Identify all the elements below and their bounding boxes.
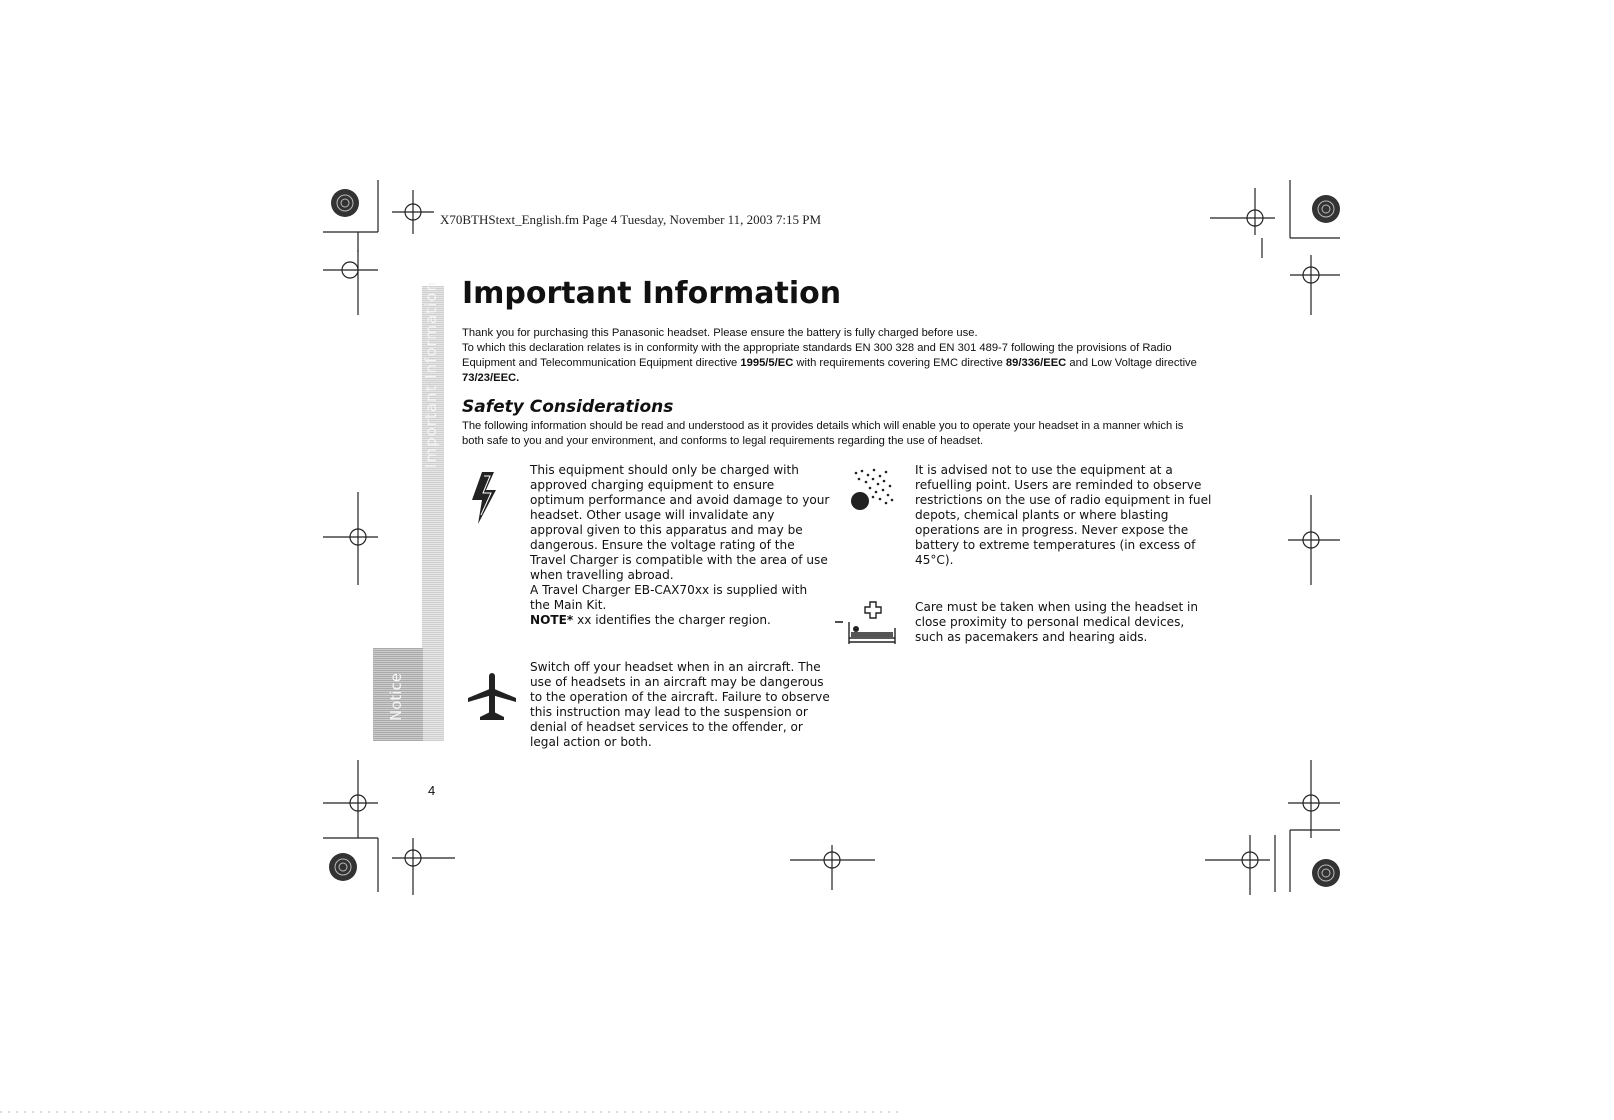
side-section-tab <box>422 281 444 741</box>
charger-text: A Travel Charger EB-CAX70xx is supplied with the Main Kit. <box>530 583 808 612</box>
airplane-icon <box>466 671 518 721</box>
aircraft-text: Switch off your headset when in an aircraft. The use of headsets in an aircraft may be dangerous to the operation of the aircraft. Failure to observe this instruction may lead to the suspension or denial of headset services to the offender, or legal action or both. <box>530 660 830 749</box>
intro-text <box>462 326 1207 386</box>
directive-2: 89/336/EEC <box>1005 357 1067 369</box>
intro-line-1: Thank you for purchasing this Panasonic headset. Please ensure the battery is fully charged before use. <box>462 327 978 339</box>
medical-bed-icon <box>833 598 901 648</box>
medical-text: Care must be taken when using the headset in close proximity to personal medical devices, such as pacemakers and hearing aids. <box>915 600 1199 644</box>
side-tab-label: Important Information <box>422 281 440 468</box>
side-tab-lower-label: Notice <box>387 673 405 721</box>
charging-text: This equipment should only be charged with approved charging equipment to ensure optimum performance and avoid damage to your headset. Other usage will invalidate any approval given to this apparatus and may be dangerous. Ensure the voltage rating of the Travel Charger is compatible with the area of use when travelling abroad. <box>530 463 830 582</box>
directive-1: 1995/5/EC <box>740 357 794 369</box>
charging-item <box>530 463 830 628</box>
page-title: Important Information <box>462 276 842 311</box>
note-text: xx identifies the charger region. <box>573 613 771 627</box>
charger-note <box>530 613 830 628</box>
lightning-icon <box>468 470 502 526</box>
aircraft-item <box>530 660 835 750</box>
directive-3: 73/23/EEC. <box>462 372 520 384</box>
refuelling-item <box>915 463 1215 568</box>
file-info-header: X70BTHStext_English.fm Page 4 Tuesday, November 11, 2003 7:15 PM <box>440 212 822 227</box>
medical-item <box>915 600 1215 645</box>
intro-line-2: To which this declaration relates is in conformity with the appropriate standards EN 300 328 and EN 301 489-7 following the provisions of Radio Equipment and Telecommunication Equipment directive 1995/5/EC with requirements covering EMC directive 89/336/EEC and Low Voltage directive 73/23/EEC. <box>462 342 1197 384</box>
safety-heading: Safety Considerations <box>462 397 674 417</box>
explosion-icon <box>848 467 896 513</box>
page-number: 4 <box>428 783 436 798</box>
note-label: NOTE* <box>530 613 574 627</box>
refuelling-text: It is advised not to use the equipment at a refuelling point. Users are reminded to observe restrictions on the use of radio equipment in fuel depots, chemical plants or where blasting operations are in progress. Never expose the battery to extreme temperatures (in excess of 45°C). <box>915 463 1212 567</box>
safety-intro: The following information should be read and understood as it provides details which will enable you to operate your headset in a manner which is both safe to you and your environment, and conforms to legal requirements regarding the use of headset. <box>462 420 1184 447</box>
side-section-tab-lower <box>373 648 423 741</box>
